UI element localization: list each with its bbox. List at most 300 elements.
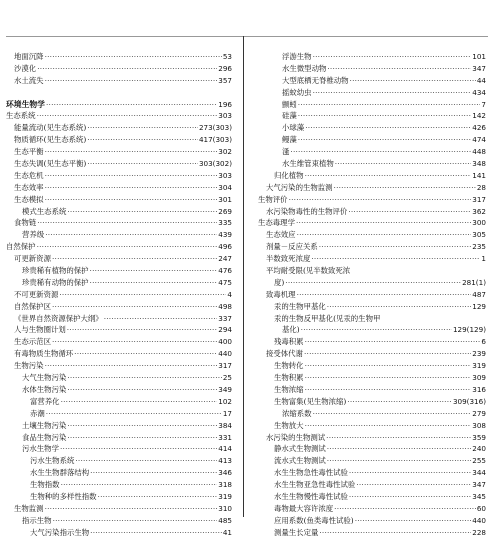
- index-entry: [258, 146, 486, 158]
- index-entry: [258, 336, 486, 348]
- index-entry: [6, 206, 232, 218]
- index-entry: [6, 443, 232, 455]
- dot-leader: [349, 491, 471, 503]
- index-entry-page: 102: [218, 396, 232, 406]
- dot-leader: [313, 51, 472, 63]
- dot-leader: [104, 313, 218, 325]
- dot-leader: [327, 455, 472, 467]
- dot-leader: [61, 396, 218, 408]
- dot-leader: [98, 491, 218, 503]
- index-entry-page: 440: [472, 515, 486, 525]
- index-entry: [258, 63, 486, 75]
- dot-leader: [305, 372, 472, 384]
- dot-leader: [305, 170, 472, 182]
- index-entry-term: 污水生物学: [22, 444, 59, 454]
- index-entry-term: 食物链: [14, 218, 37, 228]
- index-entry-page: 60: [476, 503, 486, 513]
- index-entry: [6, 51, 232, 63]
- index-entry-term: 生态危机: [14, 170, 44, 180]
- index-entry-term: 水生微型动物: [282, 63, 327, 73]
- dot-leader: [67, 384, 217, 396]
- dot-leader: [327, 301, 472, 313]
- index-entry: [6, 420, 232, 432]
- dot-leader: [296, 217, 471, 229]
- index-entry-page: 310: [218, 503, 232, 513]
- index-entry-page: 347: [472, 63, 486, 73]
- dot-leader: [45, 194, 218, 206]
- index-entry: [6, 241, 232, 253]
- index-entry-page: 4: [227, 289, 232, 299]
- index-entry: [258, 372, 486, 384]
- index-entry-page: 44: [476, 75, 486, 85]
- dot-leader: [90, 265, 218, 277]
- index-entry-page: 434: [472, 87, 486, 97]
- dot-leader: [45, 503, 218, 515]
- index-entry: [6, 455, 232, 467]
- index-entry: [6, 87, 232, 99]
- dot-leader: [45, 75, 218, 87]
- index-entry: [6, 324, 232, 336]
- index-entry-term: 水生生物慢性毒性试验: [274, 491, 348, 501]
- index-column-right: [258, 51, 486, 539]
- dot-leader: [304, 348, 471, 360]
- index-entry: [258, 134, 486, 146]
- index-entry-term: 能量流动(见生态系统): [14, 123, 87, 133]
- dot-leader: [37, 110, 218, 122]
- index-entry-page: 235: [472, 242, 486, 252]
- index-entry-page: 349: [218, 384, 232, 394]
- dot-leader: [319, 241, 472, 253]
- index-entry-page: 474: [472, 135, 486, 145]
- index-entry: [258, 348, 486, 360]
- index-entry-term: 《世界自然资源保护大纲》: [14, 313, 103, 323]
- index-entry: [258, 158, 486, 170]
- dot-leader: [45, 182, 218, 194]
- index-entry-term: 剂量－反应关系: [266, 242, 318, 252]
- index-entry-page: 129: [472, 301, 486, 311]
- index-entry: [6, 479, 232, 491]
- index-entry-page: 331: [218, 432, 232, 442]
- index-entry-term: 食品生物污染: [22, 432, 67, 442]
- dot-leader: [298, 99, 481, 111]
- index-entry: [258, 229, 486, 241]
- index-entry: [258, 408, 486, 420]
- index-entry-page: 485: [218, 515, 232, 525]
- index-entry-term: 沙漠化: [14, 63, 37, 73]
- index-entry: [258, 420, 486, 432]
- index-entry-term: 不可更新资源: [14, 289, 59, 299]
- index-entry: [6, 491, 232, 503]
- index-entry: [258, 396, 486, 408]
- index-entry-page: 318: [218, 480, 232, 490]
- dot-leader: [298, 110, 471, 122]
- dot-leader: [67, 420, 217, 432]
- index-entry: [258, 99, 486, 111]
- dot-leader: [335, 158, 472, 170]
- dot-leader: [52, 253, 217, 265]
- index-entry-term: 指示生物: [22, 515, 52, 525]
- index-entry-term: 颤蚓: [282, 99, 297, 109]
- index-entry-term: 度): [274, 277, 285, 287]
- index-entry: [258, 170, 486, 182]
- dot-leader: [87, 134, 198, 146]
- index-entry-term: 溞: [282, 147, 290, 157]
- index-entry-term: 残毒积累: [274, 337, 304, 347]
- index-entry-page: 347: [472, 480, 486, 490]
- index-entry-term: 大型底栖无脊椎动物: [282, 75, 349, 85]
- dot-leader: [45, 146, 218, 158]
- index-entry: [6, 229, 232, 241]
- index-entry-term: 生态效率: [14, 182, 44, 192]
- dot-leader: [52, 301, 217, 313]
- index-entry: [258, 313, 486, 325]
- index-entry: [258, 301, 486, 313]
- index-entry: [6, 348, 232, 360]
- index-entry-term: 生态系统: [6, 111, 36, 121]
- index-entry-term: 大气污染指示生物: [30, 527, 90, 537]
- index-entry-page: 439: [218, 230, 232, 240]
- index-entry-term: 水生生物亚急性毒性试验: [274, 480, 356, 490]
- index-entry-page: 357: [218, 75, 232, 85]
- index-entry: [6, 194, 232, 206]
- index-entry-page: 400: [218, 337, 232, 347]
- index-entry: [6, 313, 232, 325]
- index-entry-page: 302: [218, 147, 232, 157]
- dot-leader: [61, 479, 218, 491]
- dot-leader: [67, 372, 221, 384]
- index-entry-page: 17: [222, 408, 232, 418]
- dot-leader: [37, 63, 217, 75]
- index-entry-term: 生物浓缩: [274, 384, 304, 394]
- dot-leader: [311, 253, 480, 265]
- index-entry-page: 281(1): [462, 277, 486, 287]
- index-entry-term: 生态毒理学: [258, 218, 295, 228]
- index-entry-term: 平均耐受限(见半数致死浓: [266, 266, 351, 276]
- dot-leader: [67, 324, 218, 336]
- dot-leader: [356, 479, 471, 491]
- dot-leader: [290, 146, 471, 158]
- index-entry: [6, 396, 232, 408]
- index-entry-page: 239: [472, 349, 486, 359]
- index-entry: [6, 170, 232, 182]
- index-entry-term: 鳗藻: [282, 135, 297, 145]
- index-entry-page: 273(303): [198, 123, 232, 133]
- index-entry-term: 人与生物圈计划: [14, 325, 66, 335]
- index-entry-page: 41: [222, 527, 232, 537]
- index-entry-term: 浮游生物: [282, 52, 312, 61]
- index-entry-page: 317: [472, 194, 486, 204]
- dot-leader: [46, 99, 217, 111]
- index-entry-page: 300: [472, 218, 486, 228]
- index-entry-term: 生态示范区: [14, 337, 51, 347]
- index-entry-page: 7: [481, 99, 486, 109]
- dot-leader: [327, 443, 472, 455]
- index-entry-page: 345: [472, 491, 486, 501]
- index-entry-page: 305: [472, 230, 486, 240]
- index-entry: [6, 301, 232, 313]
- index-entry-page: 309(316): [452, 396, 486, 406]
- index-entry-term: 基化): [282, 325, 300, 335]
- index-entry-page: 303(302): [198, 159, 232, 169]
- index-entry: [258, 277, 486, 289]
- index-entry-term: 生物污染: [14, 361, 44, 371]
- dot-leader: [52, 336, 217, 348]
- index-entry-page: 240: [472, 444, 486, 454]
- dot-leader: [305, 420, 472, 432]
- index-entry-page: 448: [472, 147, 486, 157]
- index-entry: [258, 467, 486, 479]
- index-entry-page: 319: [472, 361, 486, 371]
- dot-leader: [301, 324, 452, 336]
- index-entry: [258, 194, 486, 206]
- top-rule: [6, 36, 488, 37]
- index-entry-page: 296: [218, 63, 232, 73]
- index-entry: [258, 122, 486, 134]
- index-entry-term: 水生生物群落结构: [30, 468, 90, 478]
- index-entry-term: 生物指数: [30, 480, 60, 490]
- index-entry-term: 硅藻: [282, 111, 297, 121]
- index-entry: [258, 182, 486, 194]
- index-entry: [6, 158, 232, 170]
- index-entry: [6, 146, 232, 158]
- dot-leader: [67, 432, 217, 444]
- index-entry-term: 水体生物污染: [22, 384, 67, 394]
- index-entry-page: 1: [481, 254, 486, 264]
- index-entry: [6, 277, 232, 289]
- index-entry-page: 487: [472, 289, 486, 299]
- index-entry-term: 生态失调(见生态平衡): [14, 159, 87, 169]
- index-entry-page: 426: [472, 123, 486, 133]
- dot-leader: [45, 170, 218, 182]
- index-entry-page: 141: [472, 170, 486, 180]
- dot-leader: [37, 217, 217, 229]
- index-entry-page: 316: [472, 384, 486, 394]
- index-entry-term: 水生维管束植物: [282, 159, 334, 169]
- index-entry-term: 归化植物: [274, 170, 304, 180]
- index-entry-page: 359: [472, 432, 486, 442]
- index-entry-term: 生物积累: [274, 373, 304, 383]
- index-entry: [6, 503, 232, 515]
- column-divider: [243, 36, 244, 517]
- dot-leader: [348, 206, 471, 218]
- index-entry-term: 生物种的多样性指数: [30, 491, 97, 501]
- index-entry-page: 475: [218, 277, 232, 287]
- index-entry-page: 196: [218, 99, 232, 109]
- index-entry-page: 303: [218, 170, 232, 180]
- index-entry: [6, 75, 232, 87]
- index-entry: [6, 527, 232, 539]
- index-entry-page: 413: [218, 456, 232, 466]
- dot-leader: [350, 75, 476, 87]
- index-entry-term: 生物评价: [258, 194, 288, 204]
- index-entry-term: 环境生物学: [6, 99, 45, 109]
- index-entry: [258, 289, 486, 301]
- dot-leader: [46, 408, 222, 420]
- dot-leader: [326, 432, 471, 444]
- dot-leader: [74, 348, 217, 360]
- dot-leader: [297, 289, 472, 301]
- index-entry-page: 53: [222, 52, 232, 61]
- index-entry-page: 247: [218, 254, 232, 264]
- index-entry-term: 大气生物污染: [22, 373, 67, 383]
- dot-leader: [334, 503, 476, 515]
- index-entry-term: 水污染的生物测试: [266, 432, 326, 442]
- index-entry: [6, 110, 232, 122]
- index-entry: [258, 253, 486, 265]
- index-entry-term: 汞的生物甲基化: [274, 301, 326, 311]
- index-entry: [258, 503, 486, 515]
- index-entry-page: 294: [218, 325, 232, 335]
- index-entry: [6, 122, 232, 134]
- index-entry: [258, 217, 486, 229]
- index-entry-term: 静水式生物测试: [274, 444, 326, 454]
- index-entry-page: 279: [472, 408, 486, 418]
- index-entry: [258, 265, 486, 277]
- index-entry-term: 流水式生物测试: [274, 456, 326, 466]
- dot-leader: [87, 122, 198, 134]
- dot-leader: [313, 87, 472, 99]
- index-entry-page: 440: [218, 349, 232, 359]
- dot-leader: [75, 455, 217, 467]
- index-entry: [6, 467, 232, 479]
- index-entry: [258, 360, 486, 372]
- index-entry-page: 304: [218, 182, 232, 192]
- index-entry: [258, 491, 486, 503]
- index-entry-term: 水污染物毒性的生物评价: [266, 206, 348, 216]
- index-entry: [6, 265, 232, 277]
- dot-leader: [297, 229, 472, 241]
- index-entry-term: 小球藻: [282, 123, 305, 133]
- index-entry: [6, 336, 232, 348]
- index-entry-term: 自然保护: [6, 242, 36, 252]
- index-entry: [6, 253, 232, 265]
- index-entry: [6, 289, 232, 301]
- index-entry-page: 129(129): [452, 325, 486, 335]
- index-entry-term: 生态平衡: [14, 147, 44, 157]
- index-entry-page: 476: [218, 266, 232, 276]
- index-entry: [6, 432, 232, 444]
- index-entry: [258, 432, 486, 444]
- index-entry-term: 地面沉降: [14, 52, 44, 61]
- dot-leader: [67, 206, 217, 218]
- dot-leader: [319, 527, 471, 539]
- dot-leader: [289, 194, 472, 206]
- dot-leader: [87, 158, 198, 170]
- index-entry: [258, 479, 486, 491]
- index-entry-term: 毒物最大容许浓度: [274, 503, 334, 513]
- index-entry-page: 6: [481, 337, 486, 347]
- index-entry: [258, 527, 486, 539]
- index-entry-term: 摇蚊幼虫: [282, 87, 312, 97]
- index-entry-term: 营养级: [22, 230, 45, 240]
- dot-leader: [45, 229, 217, 241]
- dot-leader: [60, 443, 217, 455]
- index-entry-term: 生物放大: [274, 420, 304, 430]
- index-entry-term: 致毒机理: [266, 289, 296, 299]
- index-entry-page: 417(303): [198, 135, 232, 145]
- dot-leader: [59, 289, 226, 301]
- index-entry: [6, 63, 232, 75]
- index-entry-term: 汞的生物反甲基化(见汞的生物甲: [274, 313, 381, 323]
- dot-leader: [305, 336, 481, 348]
- index-entry: [258, 443, 486, 455]
- index-entry-term: 生物转化: [274, 361, 304, 371]
- dot-leader: [90, 467, 217, 479]
- dot-leader: [45, 360, 218, 372]
- index-entry: [6, 217, 232, 229]
- index-entry-term: 大气污染的生物监测: [266, 182, 333, 192]
- dot-leader: [37, 241, 218, 253]
- index-entry: [258, 324, 486, 336]
- index-entry-term: 自然保护区: [14, 301, 51, 311]
- index-entry-page: 337: [218, 313, 232, 323]
- dot-leader: [347, 396, 452, 408]
- dot-leader: [285, 277, 461, 289]
- index-entry-page: 362: [472, 206, 486, 216]
- index-entry-page: 303: [218, 111, 232, 121]
- index-column-left: [6, 51, 232, 539]
- index-entry-page: 498: [218, 301, 232, 311]
- index-entry-term: 珍贵稀有植物的保护: [22, 266, 89, 276]
- dot-leader: [90, 277, 218, 289]
- index-entry-page: 301: [218, 194, 232, 204]
- index-entry: [6, 408, 232, 420]
- index-entry-page: 344: [472, 468, 486, 478]
- index-entry-term: 水土流失: [14, 75, 44, 85]
- dot-leader: [349, 467, 471, 479]
- dot-leader: [305, 384, 472, 396]
- index-entry-page: 317: [218, 361, 232, 371]
- index-entry-term: 有毒物质生物循环: [14, 349, 74, 359]
- index-entry-page: 348: [472, 159, 486, 169]
- index-entry-page: 308: [472, 420, 486, 430]
- index-entry: [6, 134, 232, 146]
- index-entry-term: 应用系数(鱼类毒性试验): [274, 515, 354, 525]
- index-entry: [6, 372, 232, 384]
- dot-leader: [298, 134, 471, 146]
- index-entry-term: 水生生物急性毒性试验: [274, 468, 348, 478]
- index-entry-page: 335: [218, 218, 232, 228]
- index-entry-term: 赤潮: [30, 408, 45, 418]
- index-entry-page: 384: [218, 420, 232, 430]
- index-entry-term: 接受体代谢: [266, 349, 303, 359]
- index-entry: [258, 75, 486, 87]
- index-entry-page: 255: [472, 456, 486, 466]
- index-entry: [258, 110, 486, 122]
- index-entry: [258, 87, 486, 99]
- index-entry-term: 生态效应: [266, 230, 296, 240]
- index-entry-term: 模式生态系统: [22, 206, 67, 216]
- index-entry-term: 生态模拟: [14, 194, 44, 204]
- index-entry-term: 富营养化: [30, 396, 60, 406]
- index-entry: [258, 384, 486, 396]
- dot-leader: [90, 527, 222, 539]
- index-entry-term: 测量生长定量: [274, 527, 319, 537]
- dot-leader: [305, 360, 472, 372]
- index-entry-term: 半数致死浓度: [266, 254, 311, 264]
- dot-leader: [327, 63, 471, 75]
- index-entry-page: 496: [218, 242, 232, 252]
- index-entry-term: 物质循环(见生态系统): [14, 135, 87, 145]
- index-entry: [6, 182, 232, 194]
- index-entry-term: 生物富集(见生物浓缩): [274, 396, 347, 406]
- index-entry-page: 101: [472, 52, 486, 61]
- dot-leader: [313, 408, 472, 420]
- index-entry-page: 28: [476, 182, 486, 192]
- index-entry-page: 346: [218, 468, 232, 478]
- index-entry-page: 414: [218, 444, 232, 454]
- index-section-heading: [6, 99, 232, 111]
